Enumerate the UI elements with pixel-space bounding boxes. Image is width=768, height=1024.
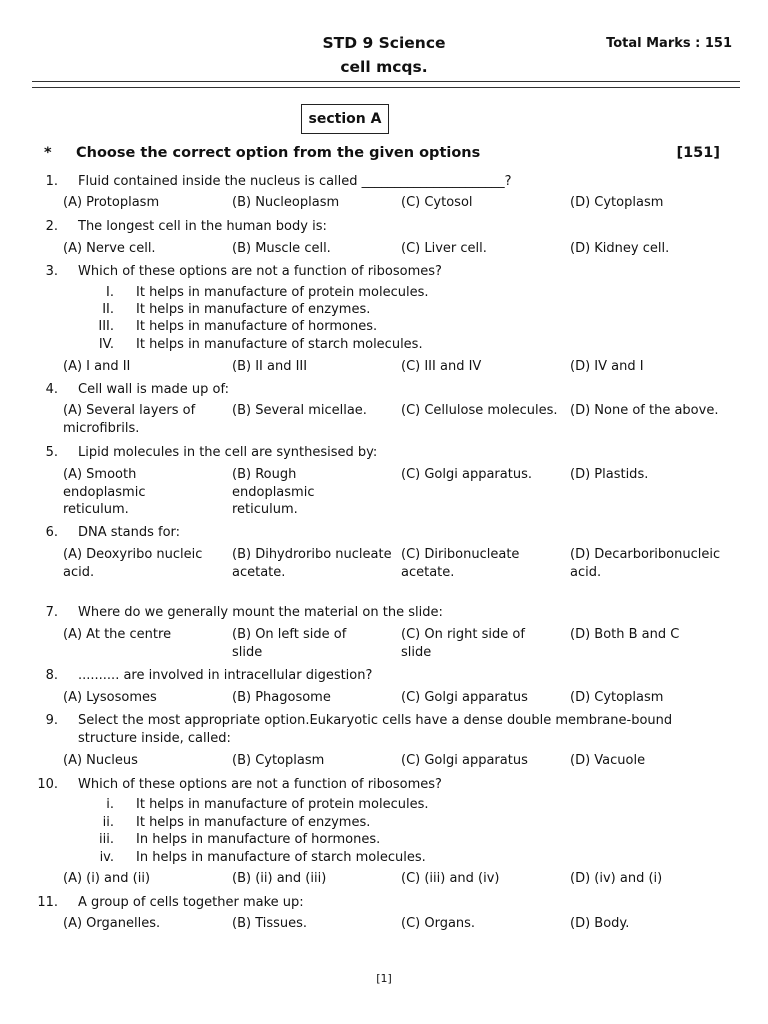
question-text: Select the most appropriate option.Eukaryotic cells have a dense double membrane-bound structure inside, called: (78, 713, 673, 746)
option-d: (D) Kidney cell. (570, 241, 670, 256)
question-number: 3. (45, 264, 58, 279)
option-d: (D) (iv) and (i) (570, 871, 663, 886)
question-number: 5. (45, 445, 58, 460)
option-c: (C) Golgi apparatus (401, 753, 528, 768)
question-number: 6. (45, 525, 58, 540)
option-c: (C) Organs. (401, 916, 476, 931)
sub-item-number: II. (102, 302, 114, 317)
option-a: (A) Organelles. (63, 916, 161, 931)
sub-item-number: iii. (99, 832, 114, 847)
option-c: (C) Cellulose molecules. (401, 403, 558, 418)
option-d: (D) IV and I (570, 359, 644, 374)
question-number: 4. (45, 382, 58, 397)
question-number: 2. (45, 219, 58, 234)
option-b: (B) Rough endoplasmic reticulum. (232, 467, 315, 517)
option-d: (D) Plastids. (570, 467, 649, 482)
option-b: (B) On left side of slide (232, 627, 347, 660)
option-d: (D) Both B and C (570, 627, 680, 642)
question-number: 8. (45, 668, 58, 683)
instruction-text: Choose the correct option from the given options (76, 145, 481, 161)
sub-item-text: In helps in manufacture of starch molecules. (136, 850, 426, 865)
option-a: (A) I and II (63, 359, 131, 374)
question-number: 1. (45, 174, 58, 189)
sub-item-text: It helps in manufacture of enzymes. (136, 302, 371, 317)
option-b: (B) Phagosome (232, 690, 331, 705)
question-text: Which of these options are not a function of ribosomes? (78, 777, 442, 792)
option-c: (C) III and IV (401, 359, 482, 374)
header-rule-top (32, 81, 740, 82)
sub-item-text: It helps in manufacture of protein molecules. (136, 285, 429, 300)
sub-item-text: It helps in manufacture of hormones. (136, 319, 378, 334)
option-c: (C) Liver cell. (401, 241, 487, 256)
header-rule-bottom (32, 87, 740, 88)
question-number: 10. (37, 777, 58, 792)
total-marks: Total Marks : 151 (606, 36, 732, 51)
option-a: (A) Nucleus (63, 753, 138, 768)
sub-item-number: I. (106, 285, 114, 300)
option-c: (C) Diribonucleate acetate. (401, 547, 520, 580)
instruction-star: * (44, 145, 52, 161)
option-c: (C) Golgi apparatus. (401, 467, 532, 482)
page-subtitle: cell mcqs. (340, 58, 428, 76)
page-title: STD 9 Science (322, 34, 446, 52)
sub-item-text: It helps in manufacture of protein molecules. (136, 797, 429, 812)
question-text: A group of cells together make up: (78, 895, 304, 910)
option-b: (B) II and III (232, 359, 308, 374)
question-text: Cell wall is made up of: (78, 382, 229, 397)
option-d: (D) Cytoplasm (570, 195, 664, 210)
option-a: (A) Protoplasm (63, 195, 160, 210)
option-d: (D) Body. (570, 916, 630, 931)
sub-item-number: III. (98, 319, 114, 334)
page-number: [1] (376, 972, 392, 985)
option-b: (B) Cytoplasm (232, 753, 325, 768)
sub-item-number: iv. (99, 850, 114, 865)
question-number: 9. (45, 713, 58, 728)
option-a: (A) Deoxyribo nucleic acid. (63, 547, 203, 580)
question-text: The longest cell in the human body is: (78, 219, 327, 234)
option-b: (B) (ii) and (iii) (232, 871, 327, 886)
option-a: (A) Nerve cell. (63, 241, 156, 256)
option-c: (C) On right side of slide (401, 627, 525, 660)
question-text: .......... are involved in intracellular digestion? (78, 668, 373, 683)
option-a: (A) (i) and (ii) (63, 871, 151, 886)
option-b: (B) Tissues. (232, 916, 308, 931)
option-b: (B) Nucleoplasm (232, 195, 340, 210)
question-text: Lipid molecules in the cell are synthesised by: (78, 445, 378, 460)
sub-item-text: It helps in manufacture of enzymes. (136, 815, 371, 830)
question-number: 11. (37, 895, 58, 910)
question-text: Which of these options are not a function of ribosomes? (78, 264, 442, 279)
sub-item-number: i. (106, 797, 114, 812)
sub-item-number: ii. (102, 815, 114, 830)
sub-item-text: In helps in manufacture of hormones. (136, 832, 381, 847)
option-c: (C) Cytosol (401, 195, 473, 210)
sub-item-number: IV. (98, 337, 114, 352)
option-a: (A) Smooth endoplasmic reticulum. (63, 467, 146, 517)
question-text: DNA stands for: (78, 525, 181, 540)
question-text: Where do we generally mount the material on the slide: (78, 605, 443, 620)
option-c: (C) Golgi apparatus (401, 690, 528, 705)
option-b: (B) Muscle cell. (232, 241, 331, 256)
option-d: (D) Cytoplasm (570, 690, 664, 705)
option-a: (A) Lysosomes (63, 690, 157, 705)
option-b: (B) Dihydroribo nucleate acetate. (232, 547, 392, 580)
sub-item-text: It helps in manufacture of starch molecules. (136, 337, 423, 352)
question-number: 7. (45, 605, 58, 620)
option-d: (D) None of the above. (570, 403, 719, 418)
instruction-marks: [151] (676, 145, 720, 161)
option-a: (A) At the centre (63, 627, 172, 642)
option-c: (C) (iii) and (iv) (401, 871, 500, 886)
option-b: (B) Several micellae. (232, 403, 367, 418)
option-d: (D) Decarboribonucleic acid. (570, 547, 721, 580)
question-text: Fluid contained inside the nucleus is called ______________________? (78, 174, 512, 189)
option-d: (D) Vacuole (570, 753, 646, 768)
section-label: section A (301, 104, 389, 134)
option-a: (A) Several layers of microfibrils. (63, 403, 196, 436)
